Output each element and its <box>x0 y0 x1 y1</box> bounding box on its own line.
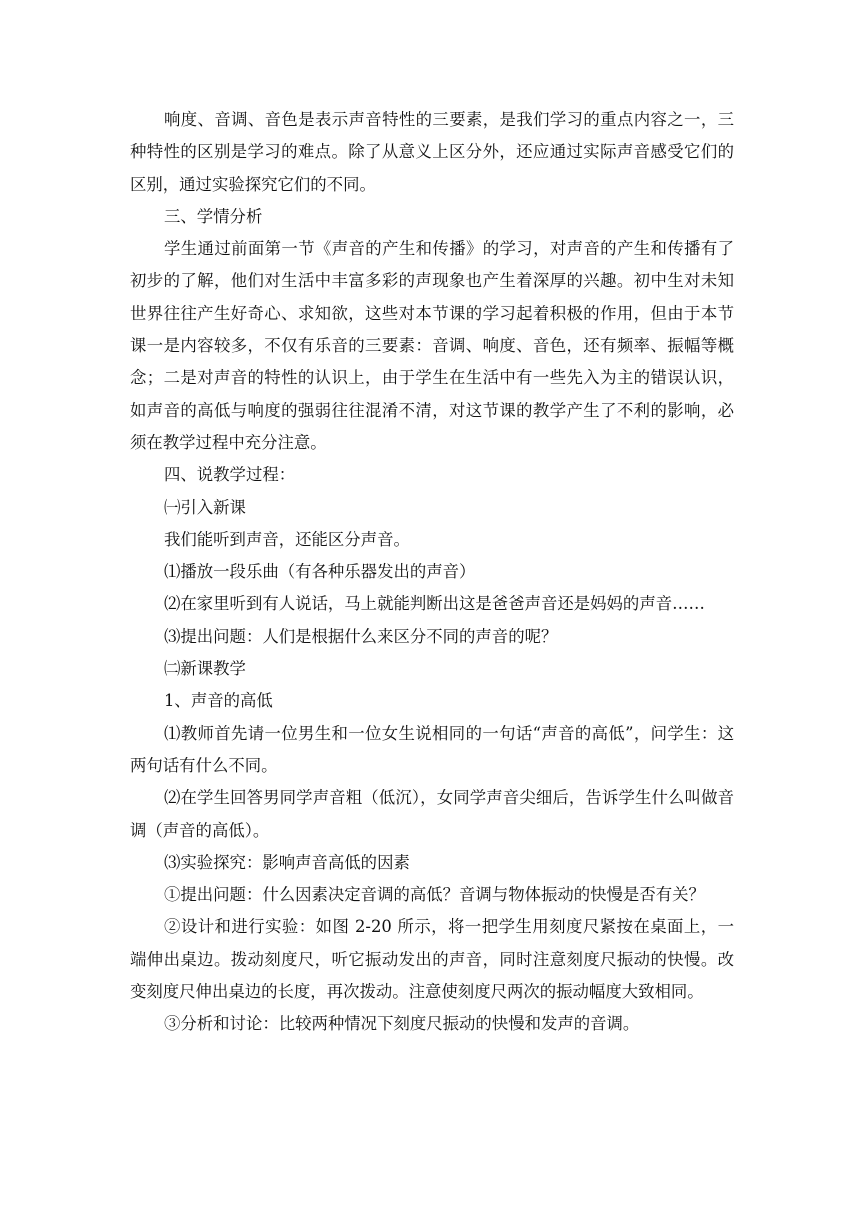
list-item-define-pitch: ⑵在学生回答男同学声音粗（低沉），女同学声音尖细后，告诉学生什么叫做音调（声音的高低）。 <box>130 788 734 840</box>
section-heading-learner-analysis: 三、学情分析 <box>164 206 263 226</box>
paragraph-sound-characteristics: 响度、音调、音色是表示声音特性的三要素，是我们学习的重点内容之一，三种特性的区别是学习的难点。除了从意义上区分外，还应通过实际声音感受它们的区别，通过实验探究它们的不同。 <box>130 110 734 194</box>
paragraph-learner-analysis: 学生通过前面第一节《声音的产生和传播》的学习，对声音的产生和传播有了初步的了解，他们对生活中丰富多彩的声现象也产生着深厚的兴趣。初中生对未知世界往往产生好奇心、求知欲，这些对本节课的学习起着积极的作用，但由于本节课一是内容较多，不仅有乐音的三要素：音调、响度、音色，还有频率、振幅等概念；二是对声音的特性的认识上，由于学生在生活中有一些先入为主的错误认识，如声音的高低与响度的强弱往往混淆不清，对这节课的教学产生了不利的影响，必须在教学过程中充分注意。 <box>130 239 734 452</box>
document-body <box>130 104 734 1041</box>
step-design-experiment: ②设计和进行实验：如图 2-20 所示，将一把学生用刻度尺紧按在桌面上，一端伸出桌边。拨动刻度尺，听它振动发出的声音，同时注意刻度尺振动的快慢。改变刻度尺伸出桌边的长度，再次拨动。注意使刻度尺两次的振动幅度大致相同。 <box>130 917 734 1002</box>
list-item-boy-girl: ⑴教师首先请一位男生和一位女生说相同的一句话“声音的高低”，问学生：这两句话有什么不同。 <box>130 723 734 775</box>
heading-pitch: 1、声音的高低 <box>164 691 273 711</box>
step-analyze-discuss: ③分析和讨论：比较两种情况下刻度尺振动的快慢和发声的音调。 <box>164 1014 640 1034</box>
section-heading-teaching-process: 四、说教学过程： <box>164 465 296 485</box>
list-item-ask-question: ⑶提出问题：人们是根据什么来区分不同的声音的呢？ <box>164 626 558 646</box>
list-item-play-music: ⑴播放一段乐曲（有各种乐器发出的声音） <box>164 562 476 582</box>
list-item-experiment: ⑶实验探究：影响声音高低的因素 <box>164 852 410 872</box>
paragraph-introduction: 我们能听到声音，还能区分声音。 <box>164 529 410 549</box>
subheading-introduction: ㈠引入新课 <box>164 497 246 517</box>
list-item-hear-voices: ⑵在家里听到有人说话，马上就能判断出这是爸爸声音还是妈妈的声音…… <box>164 594 705 614</box>
step-ask-question: ①提出问题：什么因素决定音调的高低？音调与物体振动的快慢是否有关？ <box>164 885 705 905</box>
subheading-new-lesson: ㈡新课教学 <box>164 659 246 679</box>
